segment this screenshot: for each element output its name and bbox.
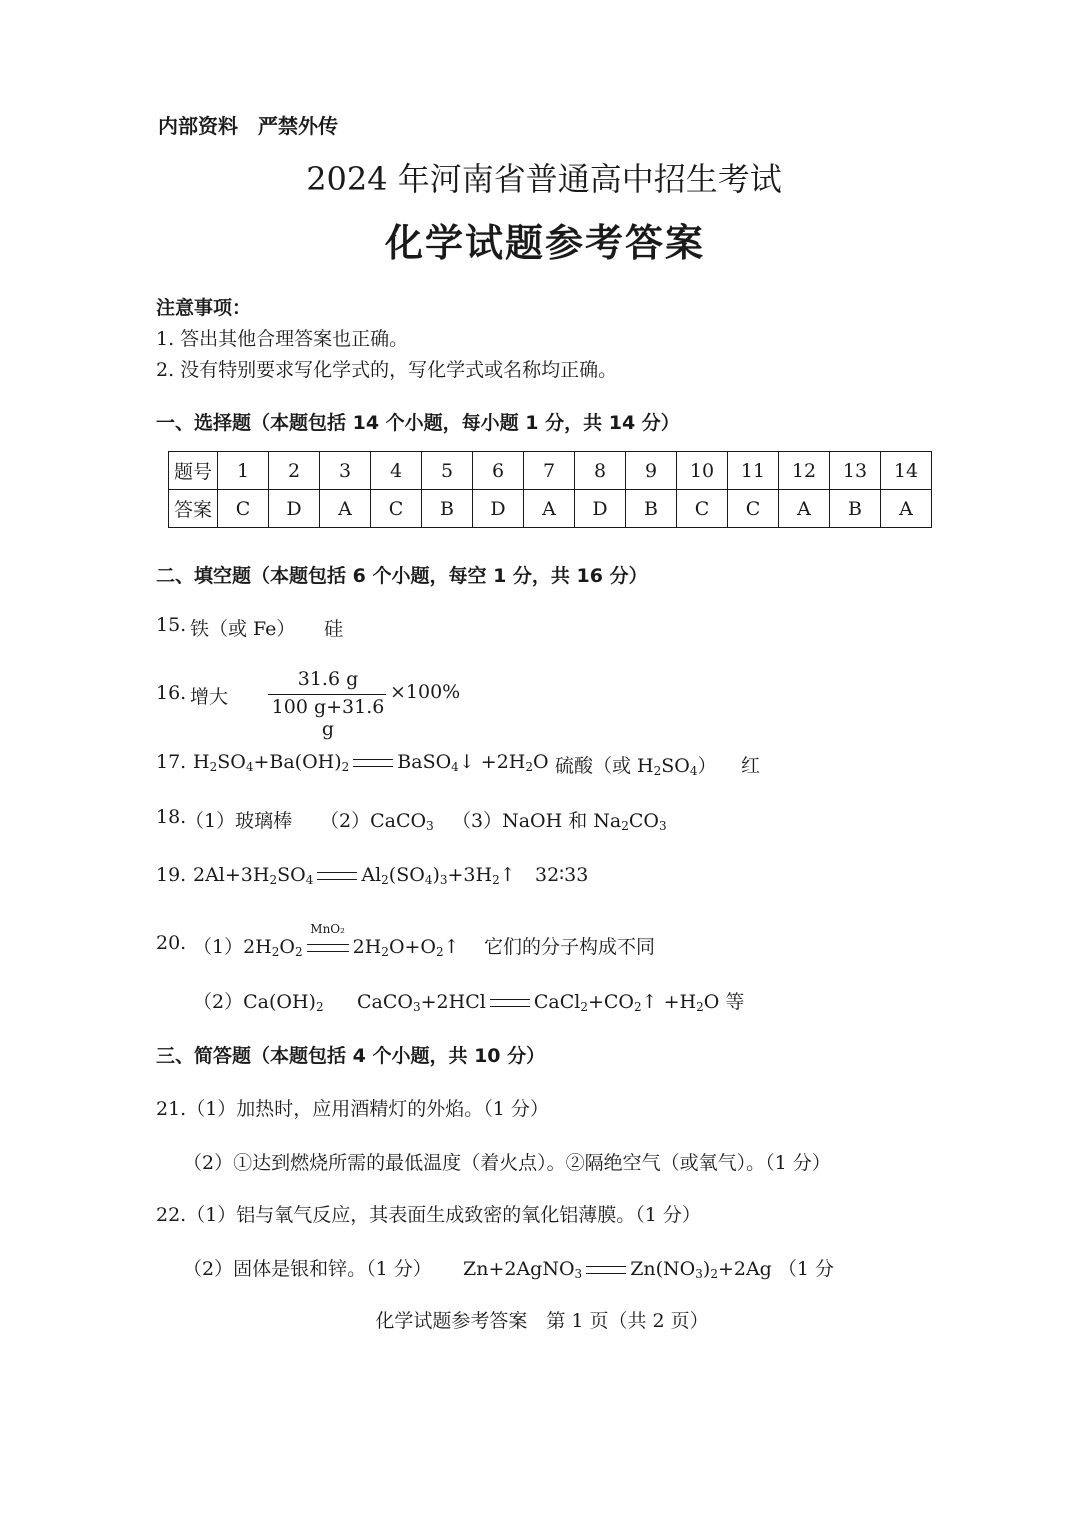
- question-number: 1: [218, 452, 269, 490]
- equals-double-bar: [490, 999, 530, 1007]
- q17-answer-2-pre: 硫酸（或: [555, 755, 638, 777]
- answer-table: [168, 451, 932, 528]
- q17-answer-3: 红: [741, 755, 761, 777]
- q22-part-1: 22.（1）铝与氧气反应，其表面生成致密的氧化铝薄膜。（1 分）: [156, 1204, 701, 1226]
- q15-answer-2: 硅: [324, 618, 344, 640]
- q18-number: 18.: [156, 806, 187, 828]
- question-number: 11: [728, 452, 779, 490]
- answer-row: [169, 490, 932, 528]
- question-number: 2: [269, 452, 320, 490]
- q17-answer-2-post: ）: [697, 755, 717, 777]
- answer-cell: B: [626, 490, 677, 528]
- answer-cell: A: [779, 490, 830, 528]
- question-number: 5: [422, 452, 473, 490]
- answer-cell: A: [881, 490, 932, 528]
- q22-part-2: （2）固体是银和锌。（1 分）: [183, 1258, 432, 1280]
- answer-cell: B: [830, 490, 881, 528]
- q19-equation: $2Al+3H_2SO_4$ $Al_2(SO_4)_3+3H_2↑$: [193, 864, 516, 887]
- section1-heading: 一、选择题（本题包括 14 个小题，每小题 1 分，共 14 分）: [156, 412, 680, 434]
- fraction-bar: [268, 694, 386, 695]
- page-footer: 化学试题参考答案 第 1 页（共 2 页）: [375, 1310, 709, 1332]
- q18-part-1: （1）玻璃棒: [185, 810, 293, 832]
- question-number: 9: [626, 452, 677, 490]
- question-number: 12: [779, 452, 830, 490]
- answer-cell: C: [677, 490, 728, 528]
- q18-part-2: （2）CaCO$_3$: [320, 810, 434, 833]
- q19-ratio: 32∶33: [535, 864, 589, 886]
- q22-part-2-score: （1 分: [777, 1258, 835, 1280]
- row-label-number: 题号: [169, 452, 218, 490]
- answer-cell: D: [575, 490, 626, 528]
- q22-part-2-equation: Zn+2AgNO$_3$ $Zn(NO_3)_2+2Ag$ （1 分: [463, 1258, 835, 1281]
- answer-cell: D: [473, 490, 524, 528]
- note-item-2: 2. 没有特别要求写化学式的，写化学式或名称均正确。: [156, 359, 618, 381]
- q15-number: 15.: [156, 614, 187, 636]
- answer-cell: A: [524, 490, 575, 528]
- question-number: 4: [371, 452, 422, 490]
- fraction-numerator: 31.6 g: [297, 668, 359, 690]
- q17-equation: $H_2SO_4+Ba(OH)_2$ BaSO$_4$↓ $+2H_2O$: [193, 751, 549, 774]
- q17-answer-2: 硫酸（或 $H_2SO_4$）: [555, 755, 717, 778]
- q21-part-2: （2）①达到燃烧所需的最低温度（着火点）。②隔绝空气（或氧气）。（1 分）: [183, 1152, 831, 1174]
- row-label-answer: 答案: [169, 490, 218, 528]
- q16-number: 16.: [156, 682, 187, 704]
- q16-answer-1: 增大: [190, 686, 229, 708]
- question-number-row: [169, 452, 932, 490]
- q18-part-3-label: （3）NaOH 和: [452, 810, 594, 832]
- q21-part-1: 21.（1）加热时，应用酒精灯的外焰。（1 分）: [156, 1098, 549, 1120]
- q20-part-2-label: （2）: [193, 991, 244, 1013]
- question-number: 10: [677, 452, 728, 490]
- q19-number: 19.: [156, 864, 187, 886]
- confidential-label: 内部资料 严禁外传: [158, 114, 338, 138]
- answer-cell: C: [371, 490, 422, 528]
- question-number: 8: [575, 452, 626, 490]
- q20-number: 20.: [156, 932, 187, 954]
- notes-heading: 注意事项：: [156, 297, 252, 319]
- note-item-1: 1. 答出其他合理答案也正确。: [156, 328, 409, 350]
- section2-heading: 二、填空题（本题包括 6 个小题，每空 1 分，共 16 分）: [156, 565, 648, 587]
- q20-part-2: $(2)Ca(OH)_2$: [193, 991, 324, 1014]
- question-number: 13: [830, 452, 881, 490]
- q17-number: 17.: [156, 751, 187, 773]
- answer-cell: C: [728, 490, 779, 528]
- answer-cell: D: [269, 490, 320, 528]
- q20-part-1-text: 它们的分子构成不同: [484, 936, 656, 958]
- catalyst-equals: [307, 922, 349, 952]
- q15-answer-1: 铁（或 Fe）: [190, 618, 296, 640]
- catalyst-label: MnO₂: [310, 922, 345, 936]
- answer-cell: C: [218, 490, 269, 528]
- fraction-denominator: 100 g+31.6 g: [271, 696, 385, 740]
- equals-double-bar: [353, 759, 393, 767]
- q20-part-1-label: （1）: [193, 936, 244, 958]
- q20-part-2-equation: CaCO$_3$+2HCl $CaCl_2+CO_2↑ +H_2O$ 等: [357, 991, 745, 1014]
- question-number: 14: [881, 452, 932, 490]
- section3-heading: 三、简答题（本题包括 4 个小题，共 10 分）: [156, 1045, 546, 1067]
- q20-part-1: $(1)2H_2O_2$ MnO₂ $2H_2O+O_2↑$: [193, 922, 460, 959]
- question-number: 6: [473, 452, 524, 490]
- equals-double-bar: [317, 872, 357, 880]
- q18-part-3: （3）NaOH 和 $Na_2CO_3$: [452, 810, 667, 833]
- q18-part-2-label: （2）: [320, 810, 371, 832]
- document-title: 化学试题参考答案: [384, 221, 705, 265]
- question-number: 7: [524, 452, 575, 490]
- equals-double-bar: [586, 1266, 626, 1274]
- fraction-multiplier: ×100%: [390, 681, 461, 703]
- question-number: 3: [320, 452, 371, 490]
- q20-part-2-tail: 等: [725, 991, 745, 1013]
- answer-cell: A: [320, 490, 371, 528]
- answer-cell: B: [422, 490, 473, 528]
- exam-title: 2024 年河南省普通高中招生考试: [306, 160, 782, 198]
